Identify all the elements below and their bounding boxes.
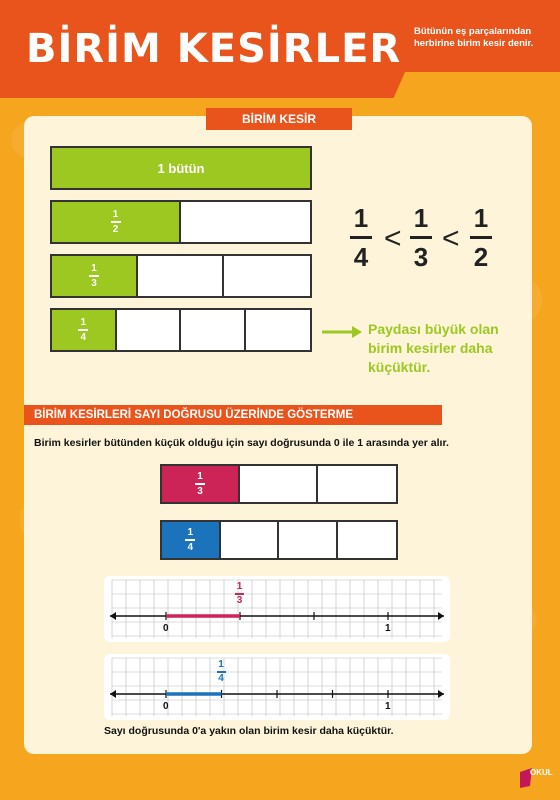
header <box>0 0 560 98</box>
number-line-svg-third <box>104 576 450 642</box>
label-zero: 0 <box>163 701 169 712</box>
quarter-blue-fraction-label: $\frac{1}{4}$ <box>185 527 195 553</box>
number-line-svg-quarter <box>104 654 450 720</box>
logo-text: OKUL <box>530 768 553 777</box>
half-fraction-label: $\frac{1}{2}$ <box>111 209 121 235</box>
comparison-note: Paydası büyük olan birim kesirler daha küçüktür. <box>368 321 499 375</box>
section-tag-number-line: BİRİM KESİRLERİ SAYI DOĞRUSU ÜZERİNDE GÖSTERME <box>24 405 442 425</box>
quarter-bar-blue <box>160 520 398 560</box>
third-red-fraction-label: $\frac{1}{3}$ <box>195 471 205 497</box>
third-bar-red <box>160 464 398 504</box>
label-one: 1 <box>385 623 391 634</box>
quarter-bar <box>50 308 312 352</box>
page-subtitle: Bütünün eş parçalarından herbirine birim kesir denir. <box>414 26 534 49</box>
label-zero: 0 <box>163 623 169 634</box>
quarter-fraction-label: $\frac{1}{4}$ <box>78 317 88 343</box>
third-bar <box>50 254 312 298</box>
fraction-label-third: 1 3 <box>236 581 243 606</box>
number-line-sentence: Birim kesirler bütünden küçük olduğu için sayı doğrusunda 0 ile 1 arasında yer alır. <box>34 437 449 449</box>
whole-bar <box>50 146 312 190</box>
page-title: BİRİM KESİRLER <box>26 26 402 72</box>
number-line-quarter <box>104 654 450 720</box>
section-tag-unit-fraction: BİRİM KESİR <box>206 108 352 130</box>
compare-fraction-quarter: 1 4 <box>350 204 372 271</box>
half-bar <box>50 200 312 244</box>
label-one: 1 <box>385 701 391 712</box>
compare-fraction-half: 1 2 <box>470 204 492 271</box>
arrow-right-icon <box>322 325 362 339</box>
compare-fraction-third: 1 3 <box>410 204 432 271</box>
conclusion-sentence: Sayı doğrusunda 0'a yakın olan birim kesir daha küçüktür. <box>104 725 394 737</box>
whole-label: 1 bütün <box>157 160 205 176</box>
third-fraction-label: $\frac{1}{3}$ <box>89 263 99 289</box>
fraction-label-quarter: 1 4 <box>218 659 224 684</box>
number-line-third <box>104 576 450 642</box>
less-than-symbol: < <box>384 222 402 255</box>
less-than-symbol: < <box>442 222 460 255</box>
